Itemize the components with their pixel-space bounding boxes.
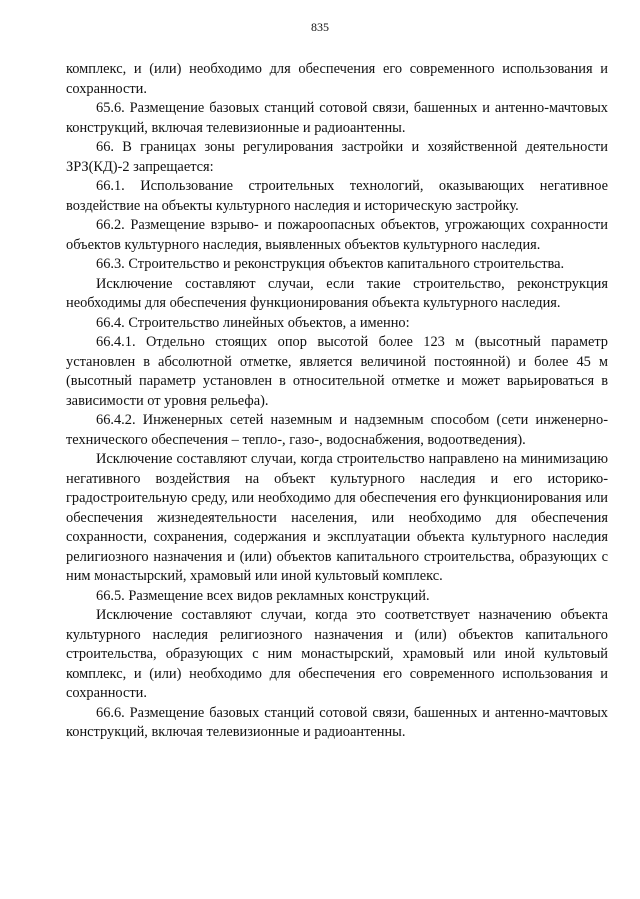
- page-number: 835: [311, 20, 329, 34]
- paragraph-66-3: 66.3. Строительство и реконструкция объектов капитального строительства.: [96, 256, 565, 272]
- document-body: [66, 60, 608, 743]
- paragraph-66-4: 66.4. Строительство линейных объектов, а именно:: [96, 314, 410, 331]
- paragraph-continuation: комплекс, и (или) необходимо для обеспечения его современного использования и сохранности.: [66, 61, 608, 97]
- paragraph-66: 66. В границах зоны регулирования застройки и хозяйственной деятельности ЗРЗ(КД)-2 запрещается:: [66, 139, 608, 175]
- paragraph-66-2: 66.2. Размещение взрыво- и пожароопасных объектов, угрожающих сохранности объектов культурного наследия, выявленных объектов культурного наследия.: [66, 217, 608, 253]
- paragraph-66-5: 66.5. Размещение всех видов рекламных конструкций.: [96, 587, 430, 604]
- paragraph-66-4-2: 66.4.2. Инженерных сетей наземным и надземным способом (сети инженерно-технического обеспечения – тепло-, газо-, водоснабжения, водоотведения).: [66, 412, 608, 448]
- paragraph-66-1: 66.1. Использование строительных технологий, оказывающих негативное воздействие на объекты культурного наследия и историческую застройку.: [66, 178, 608, 214]
- paragraph-66-5-exception: Исключение составляют случаи, когда это соответствует назначению объекта культурного наследия религиозного назначения и (или) объектов капитального строительства, образующих с ним монастырский, храмовый или иной культовый комплекс, и (или) необходимо для обеспечения его современного использования и сохранности.: [66, 607, 608, 701]
- paragraph-66-4-exception: Исключение составляют случаи, когда строительство направлено на минимизацию негативного воздействия на объект культурного наследия и его историко-градостроительную среду, или необходимо для обеспечения его функционирования или обеспечения жизнедеятельности населения, или необходимо для обеспечения сохранности, сохранения, содержания и эксплуатации объекта культурного наследия религиозного назначения и (или) объектов капитального строительства, образующих с ним монастырский, храмовый или иной культовый комплекс.: [66, 451, 608, 584]
- paragraph-66-6: 66.6. Размещение базовых станций сотовой связи, башенных и антенно-мачтовых конструкций, включая телевизионные и радиоантенны.: [66, 704, 608, 740]
- paragraph-65-6: 65.6. Размещение базовых станций сотовой связи, башенных и антенно-мачтовых конструкций, включая телевизионные и радиоантенны.: [66, 100, 608, 136]
- paragraph-66-4-1: 66.4.1. Отдельно стоящих опор высотой более 123 м (высотный параметр установлен в абсолютной отметке, является величиной постоянной) и более 45 м (высотный параметр установлен в относительной отметке и может варьироваться в зависимости от уровня рельефа).: [66, 334, 608, 409]
- paragraph-66-3-exception: Исключение составляют случаи, если такие строительство, реконструкция необходимы для обеспечения функционирования объекта культурного наследия.: [66, 275, 608, 311]
